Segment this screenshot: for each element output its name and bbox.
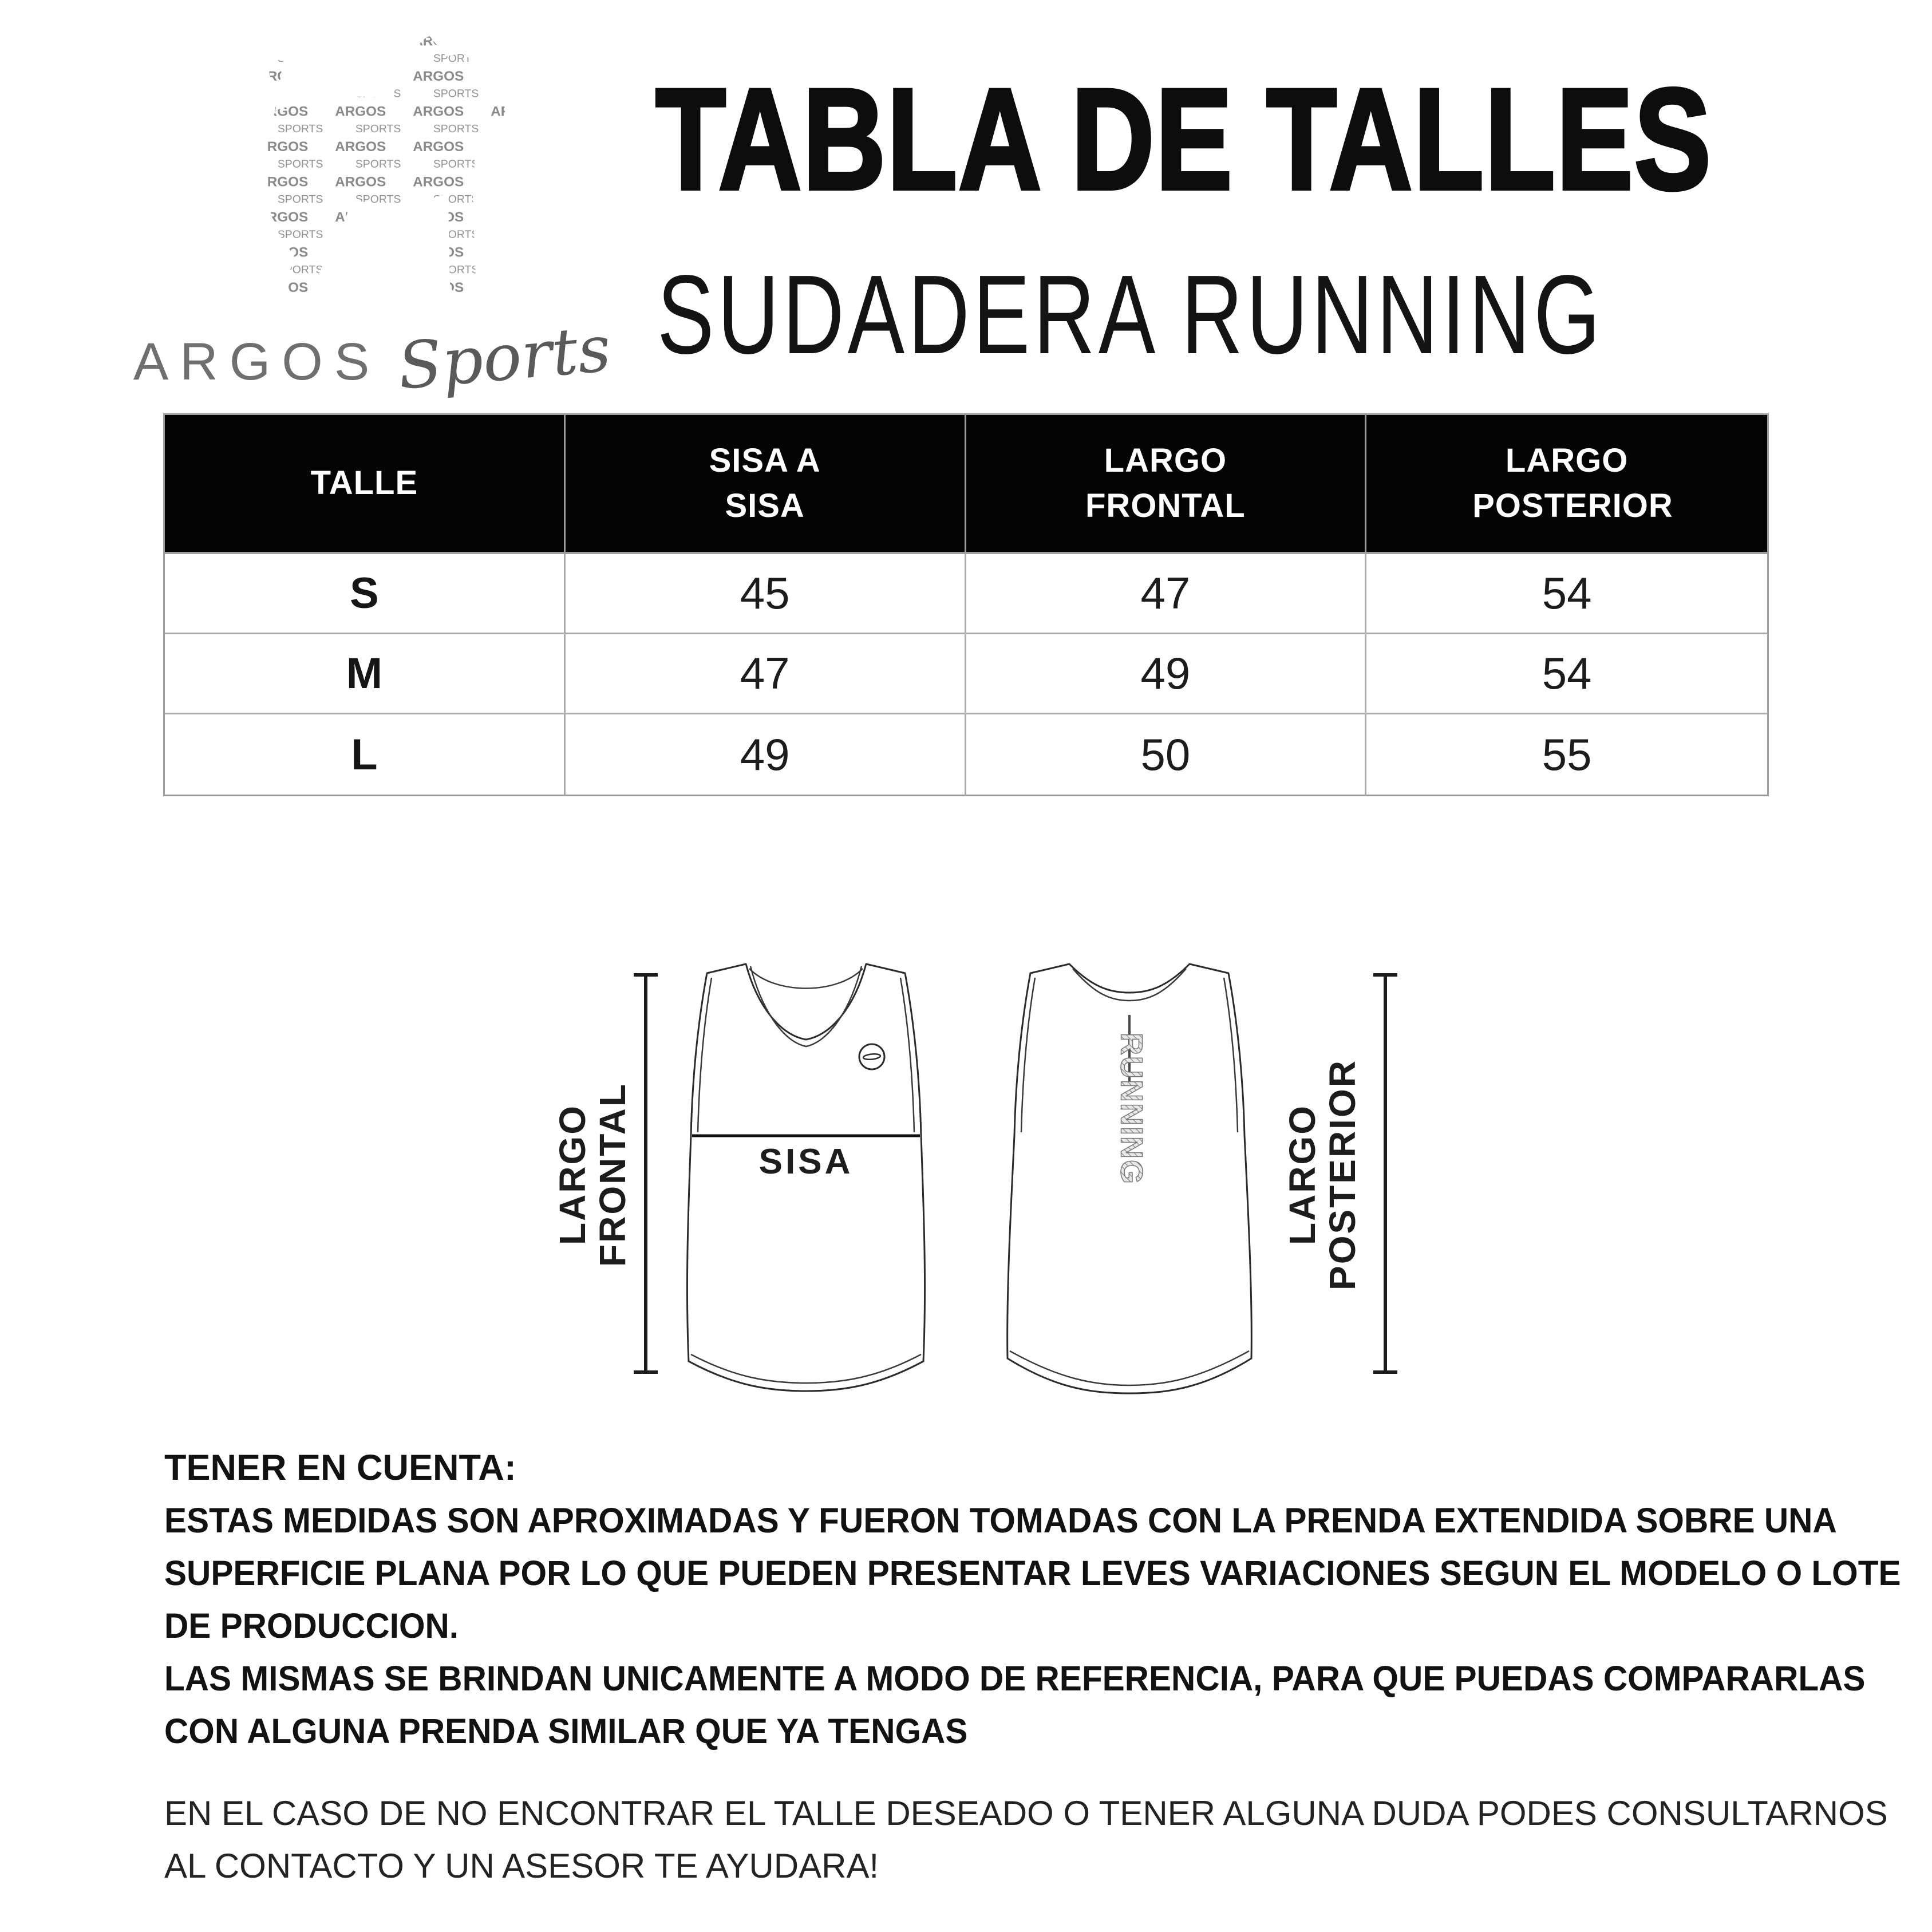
notes-bold-line: SUPERFICIE PLANA POR LO QUE PUEDEN PRESENTAR LEVES VARIACIONES SEGUN EL MODELO O LOTE	[164, 1554, 1901, 1593]
chest-logo-icon	[859, 1044, 884, 1069]
label-line: FRONTAL	[592, 1082, 633, 1267]
table-cell-size-s: S	[165, 554, 566, 634]
header-label: TALLE	[310, 464, 418, 502]
notes-bold-line: DE PRODUCCION.	[164, 1606, 459, 1645]
size-table	[163, 413, 1769, 796]
label-largo-frontal	[538, 951, 647, 1398]
brand-dog-wordart-logo	[177, 31, 567, 321]
table-cell-size-m: M	[165, 634, 566, 714]
tank-top-front-diagram	[677, 961, 936, 1396]
brand-name-caps: ARGOS	[133, 333, 381, 391]
notes-bold-line: ESTAS MEDIDAS SON APROXIMADAS Y FUERON TOMADAS CON LA PRENDA EXTENDIDA SOBRE UNA	[164, 1501, 1837, 1540]
notes-bold-line: LAS MISMAS SE BRINDAN UNICAMENTE A MODO DE REFERENCIA, PARA QUE PUEDAS COMPARARLAS	[164, 1659, 1866, 1698]
brand-caption	[133, 311, 614, 404]
sisa-label: SISA	[758, 1142, 854, 1182]
tank-top-back-diagram	[1001, 961, 1259, 1396]
table-cell: 49	[566, 714, 966, 795]
size-table-header-largo-frontal	[966, 415, 1367, 554]
back-print-running: RUNNING	[1114, 1033, 1149, 1185]
page-title: TABLA DE TALLES	[655, 59, 1712, 220]
notes-section	[164, 1441, 1901, 1893]
notes-heading: TENER EN CUENTA:	[164, 1448, 516, 1488]
dog-silhouette	[266, 36, 507, 294]
header-label: SISA A SISA	[709, 442, 821, 524]
table-cell: 54	[1366, 554, 1767, 634]
size-table-header-largo-posterior	[1366, 415, 1767, 554]
label-largo-posterior	[1268, 951, 1377, 1398]
table-cell-size-l: L	[165, 714, 566, 795]
measure-line-posterior	[1384, 973, 1387, 1374]
table-cell: 45	[566, 554, 966, 634]
table-cell: 47	[566, 634, 966, 714]
table-cell: 55	[1366, 714, 1767, 795]
table-cell: 50	[966, 714, 1367, 795]
label-line: LARGO	[1281, 1104, 1323, 1246]
brand-name-script: Sports	[395, 311, 614, 404]
page-subtitle: SUDADERA RUNNING	[657, 252, 1604, 377]
size-table-header-sisa	[566, 415, 966, 554]
notes-regular-line: AL CONTACTO Y UN ASESOR TE AYUDARA!	[164, 1847, 879, 1885]
size-table-header-talle	[165, 415, 566, 554]
label-line: LARGO	[551, 1104, 593, 1246]
table-cell: 49	[966, 634, 1367, 714]
notes-bold-line: CON ALGUNA PRENDA SIMILAR QUE YA TENGAS	[164, 1712, 968, 1751]
header-label: LARGO FRONTAL	[1085, 442, 1246, 524]
notes-regular-line: EN EL CASO DE NO ENCONTRAR EL TALLE DESEADO O TENER ALGUNA DUDA PODES CONSULTARNOS	[164, 1794, 1888, 1832]
label-line: POSTERIOR	[1322, 1059, 1363, 1290]
header-label: LARGO POSTERIOR	[1472, 442, 1673, 524]
front-backneck-line	[749, 969, 863, 989]
table-cell: 47	[966, 554, 1367, 634]
table-cell: 54	[1366, 634, 1767, 714]
